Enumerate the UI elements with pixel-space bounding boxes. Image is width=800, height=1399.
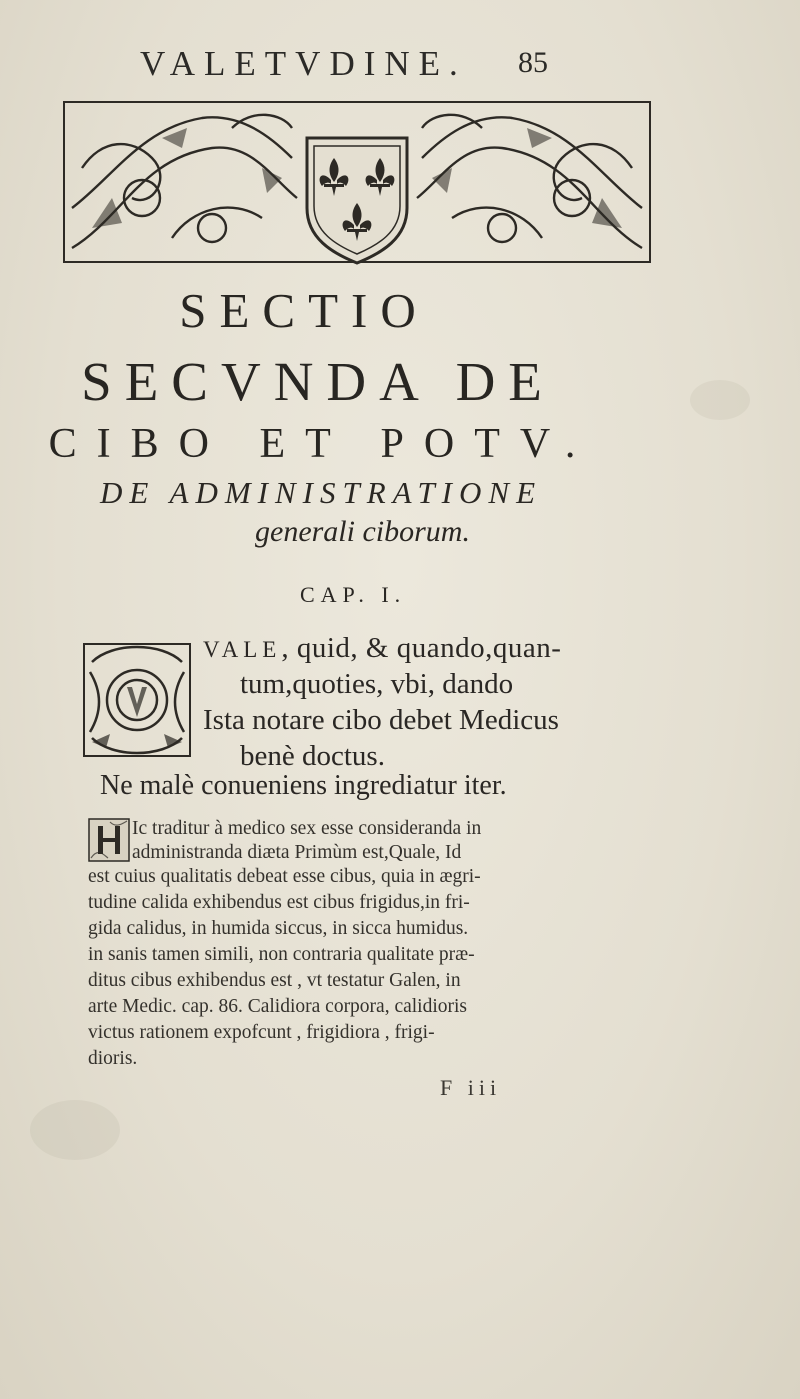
page-number: 85 xyxy=(518,46,548,79)
chapter-heading-italic: generali ciborum. xyxy=(255,515,470,548)
running-title: VALETVDINE. xyxy=(140,44,467,83)
verse-line-3: Ista notare cibo debet Medicus xyxy=(203,704,559,736)
prose-line: arte Medic. cap. 86. Calidiora corpora, calidioris xyxy=(88,996,468,1017)
page-header xyxy=(140,44,600,94)
verse-line-2: tum,quoties, vbi, dando xyxy=(240,668,514,700)
chapter-heading: DE ADMINISTRATIONE xyxy=(100,475,543,510)
drop-cap-icon xyxy=(88,818,130,862)
verse-line-5: Ne malè conueniens ingrediatur iter. xyxy=(100,770,507,801)
prose-line: in sanis tamen simili, non contraria qualitate præ- xyxy=(88,944,475,965)
prose-line: administranda diæta Primùm est,Quale, Id xyxy=(132,842,462,863)
prose-line: dioris. xyxy=(88,1048,138,1069)
prose-line: victus rationem expofcunt , frigidiora , frigi- xyxy=(88,1022,435,1043)
verse-line-4: benè doctus. xyxy=(240,740,385,772)
prose-line: ditus cibus exhibendus est , vt testatur Galen, in xyxy=(88,970,461,991)
decorated-initial-icon xyxy=(82,642,192,758)
prose-line: gida calidus, in humida siccus, in sicca humidus. xyxy=(88,918,469,939)
verse-line-1-text: , quid, & quando,quan- xyxy=(281,632,562,664)
prose-line: est cuius qualitatis debeat esse cibus, quia in ægri- xyxy=(88,866,481,887)
fleur-de-lis-shield-ornament xyxy=(62,98,652,266)
signature-mark: F iii xyxy=(440,1075,502,1100)
chapter-number: CAP. I. xyxy=(300,582,407,607)
prose-line: Ic traditur à medico sex esse consideranda in xyxy=(132,818,482,839)
section-topic: CIBO ET POTV. xyxy=(48,421,596,467)
section-subtitle: SECVNDA DE xyxy=(81,351,555,412)
verse-line-1 xyxy=(203,632,561,665)
section-title: SECTIO xyxy=(179,283,429,338)
prose-line: tudine calida exhibendus est cibus frigidus,in fri- xyxy=(88,892,470,913)
verse-initial-word: VALE xyxy=(203,637,282,662)
paper-stain xyxy=(30,1100,120,1160)
